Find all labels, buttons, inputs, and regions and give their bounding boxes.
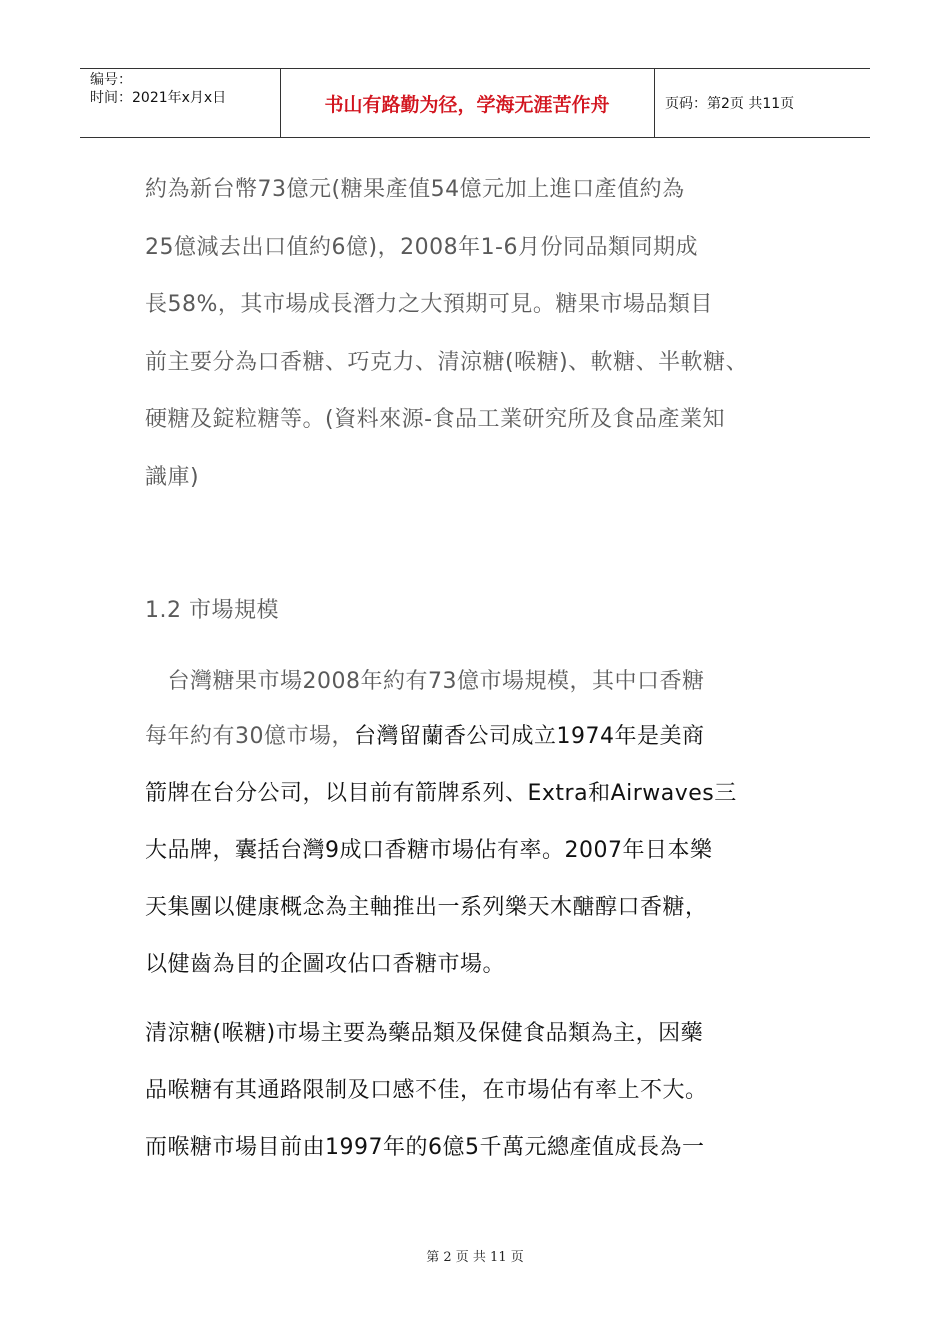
header-meta (80, 69, 280, 137)
page-footer: 第 2 页 共 11 页 (426, 1250, 524, 1265)
paragraph3-line: 而喉糖市場目前由1997年的6億5千萬元總產值成長為一 (145, 1135, 705, 1160)
paragraph1-line: 前主要分為口香糖、巧克力、清涼糖(喉糖)、軟糖、半軟糖、 (145, 350, 749, 375)
paragraph1-line: 識庫) (145, 465, 200, 490)
paragraph1-line: 約為新台幣73億元(糖果產值54億元加上進口產值約為 (145, 177, 685, 202)
paragraph2-line: 箭牌在台分公司，以目前有箭牌系列、Extra和Airwaves三 (145, 781, 737, 806)
page-header (80, 68, 870, 138)
paragraph2-line: 天集團以健康概念為主軸推出一系列樂天木醣醇口香糖， (145, 895, 708, 920)
paragraph2-line: 大品牌，囊括台灣9成口香糖市場佔有率。2007年日本樂 (145, 838, 713, 863)
date-label: 时间：2021年x月x日 (90, 90, 227, 106)
paragraph2-line: 台灣糖果市場2008年約有73億市場規模，其中口香糖 (145, 669, 705, 694)
paragraph3-line: 品喉糖有其通路限制及口感不佳，在市場佔有率上不大。 (145, 1078, 708, 1103)
paragraph2-gray-segment: 每年約有30億市場， (145, 724, 354, 749)
section-heading: 1.2 市場規模 (145, 598, 279, 623)
paragraph1-line: 25億減去出口值約6億)，2008年1-6月份同品類同期成 (145, 235, 698, 260)
number-label: 编号： (90, 72, 132, 88)
paragraph2-line (145, 722, 705, 752)
header-motto: 书山有路勤为径，学海无涯苦作舟 (324, 93, 610, 116)
paragraph2-dark-segment: 台灣留蘭香公司成立1974年是美商 (354, 724, 705, 749)
paragraph3-line: 清涼糖(喉糖)市場主要為藥品類及保健食品類為主，因藥 (145, 1021, 704, 1046)
paragraph1-line: 長58%，其市場成長潛力之大預期可見。糖果市場品類目 (145, 292, 713, 317)
paragraph2-line: 以健齒為目的企圖攻佔口香糖市場。 (145, 952, 506, 977)
header-page-number: 页码：第2页 共11页 (665, 96, 795, 112)
paragraph1-line: 硬糖及錠粒糖等。(資料來源-食品工業研究所及食品產業知 (145, 407, 726, 432)
